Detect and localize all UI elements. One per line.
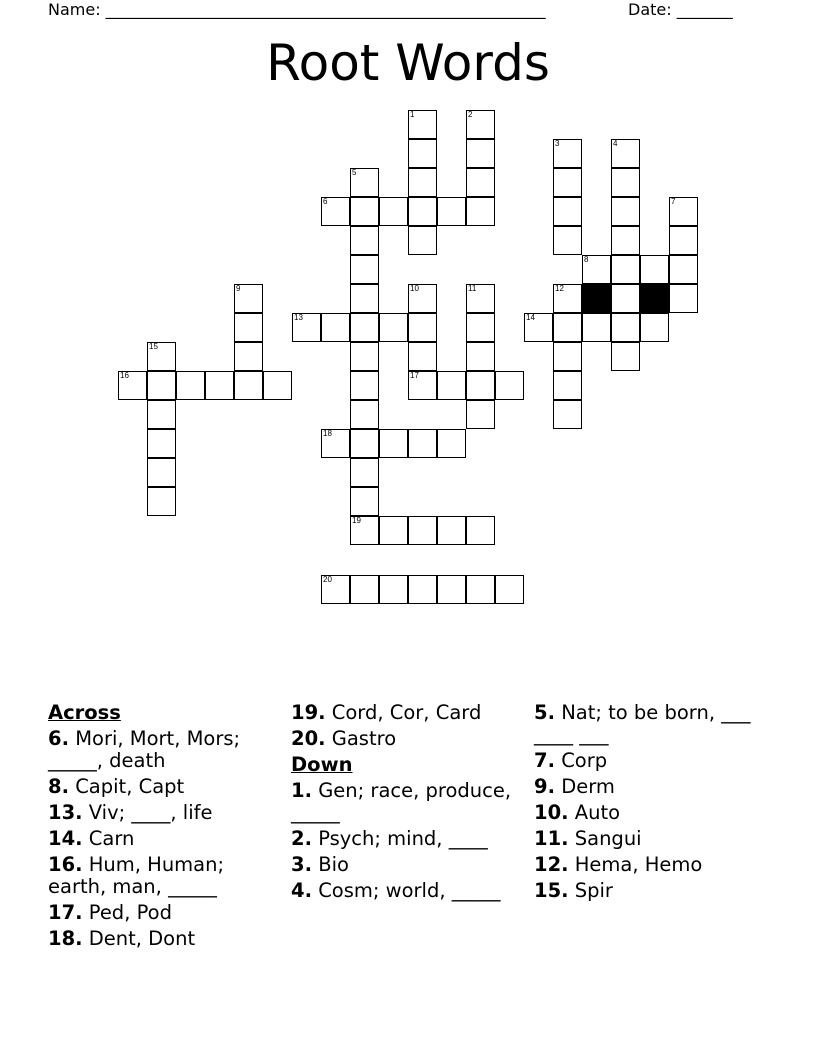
crossword-cell[interactable] [350,487,379,516]
crossword-cell[interactable] [408,110,437,139]
clue-text: Derm [561,775,615,798]
clue-item [291,828,531,850]
crossword-cell[interactable] [350,255,379,284]
cell-number: 14 [526,313,535,322]
crossword-cell[interactable] [408,284,437,313]
crossword-cell[interactable] [147,342,176,371]
crossword-cell[interactable] [611,255,640,284]
crossword-cell[interactable] [553,400,582,429]
crossword-cell[interactable] [669,226,698,255]
clue-number: 11. [534,827,569,850]
crossword-cell[interactable] [379,429,408,458]
crossword-cell[interactable] [553,197,582,226]
crossword-cell[interactable] [437,575,466,604]
clue-number: 14. [48,827,83,850]
cell-number: 20 [323,575,332,584]
clue-item [291,702,531,724]
crossword-cell[interactable] [582,255,611,284]
clue-item [534,776,774,798]
crossword-cell[interactable] [147,458,176,487]
clue-number: 20. [291,727,326,750]
crossword-cell[interactable] [553,284,582,313]
date-field-label: Date: _______ [628,0,733,19]
crossword-cell[interactable] [466,342,495,371]
crossword-cell[interactable] [553,342,582,371]
cell-number: 10 [410,284,419,293]
crossword-cell[interactable] [466,139,495,168]
clue-number: 1. [291,779,312,802]
crossword-cell[interactable] [466,284,495,313]
crossword-cell[interactable] [408,226,437,255]
cell-number: 5 [352,168,357,177]
crossword-cell[interactable] [495,575,524,604]
clue-text: Sangui [574,827,642,850]
cell-number: 18 [323,429,332,438]
clue-item [48,928,288,950]
clue-text: Cosm; world, _____ [318,879,501,902]
clue-number: 18. [48,927,83,950]
clue-item [291,854,531,876]
clue-text: Hum, Human; earth, man, _____ [48,853,225,898]
crossword-cell[interactable] [350,429,379,458]
crossword-cell[interactable] [350,313,379,342]
crossword-cell[interactable] [437,197,466,226]
crossword-cell[interactable] [466,371,495,400]
crossword-cell[interactable] [466,110,495,139]
crossword-cell[interactable] [466,575,495,604]
cell-number: 1 [410,110,415,119]
crossword-cell[interactable] [379,575,408,604]
clue-text: Gastro [331,727,397,750]
clue-number: 10. [534,801,569,824]
crossword-cell[interactable] [379,313,408,342]
crossword-cell[interactable] [321,313,350,342]
crossword-cell[interactable] [350,168,379,197]
clue-number: 4. [291,879,312,902]
clue-number: 6. [48,727,69,750]
crossword-cell[interactable] [118,371,147,400]
clue-number: 12. [534,853,569,876]
cell-number: 4 [613,139,618,148]
clue-number: 3. [291,853,312,876]
clue-number: 16. [48,853,83,876]
crossword-cell[interactable] [408,342,437,371]
crossword-cell[interactable] [292,313,321,342]
clue-number: 15. [534,879,569,902]
crossword-cell[interactable] [611,284,640,313]
cell-number: 12 [555,284,564,293]
clue-text: Capit, Capt [75,775,185,798]
clue-number: 7. [534,749,555,772]
clue-text: Corp [561,749,608,772]
cell-number: 16 [120,371,129,380]
crossword-cell[interactable] [466,516,495,545]
clue-item [48,828,288,850]
clue-item [534,802,774,824]
crossword-cell[interactable] [437,429,466,458]
clue-number: 17. [48,901,83,924]
clue-item [48,802,288,824]
crossword-cell[interactable] [350,342,379,371]
crossword-cell[interactable] [408,197,437,226]
crossword-black-cell [640,284,669,313]
crossword-cell[interactable] [611,226,640,255]
cell-number: 9 [236,284,241,293]
clue-text: Carn [88,827,135,850]
crossword-cell[interactable] [553,168,582,197]
crossword-cell[interactable] [350,516,379,545]
across-clue-list [48,728,288,950]
clue-item [534,854,774,876]
crossword-cell[interactable] [669,197,698,226]
crossword-cell[interactable] [640,313,669,342]
crossword-cell[interactable] [350,284,379,313]
crossword-cell[interactable] [350,226,379,255]
crossword-cell[interactable] [234,342,263,371]
crossword-cell[interactable] [408,313,437,342]
clue-item [48,728,288,772]
crossword-cell[interactable] [611,139,640,168]
across-heading: Across [48,701,121,724]
crossword-cell[interactable] [437,516,466,545]
crossword-cell[interactable] [379,197,408,226]
crossword-cell[interactable] [408,139,437,168]
crossword-cell[interactable] [582,313,611,342]
crossword-cell[interactable] [611,197,640,226]
clue-text: Ped, Pod [88,901,172,924]
clue-number: 13. [48,801,83,824]
crossword-cell[interactable] [553,139,582,168]
clue-number: 9. [534,775,555,798]
cell-number: 8 [584,255,589,264]
clue-item [534,702,774,746]
across-clue-list-continued [291,702,531,750]
crossword-cell[interactable] [611,342,640,371]
crossword-cell[interactable] [466,313,495,342]
cell-number: 19 [352,516,361,525]
crossword-cell[interactable] [524,313,553,342]
crossword-cell[interactable] [234,313,263,342]
clue-text: Spir [574,879,613,902]
crossword-cell[interactable] [147,400,176,429]
cell-number: 3 [555,139,560,148]
clue-number: 2. [291,827,312,850]
crossword-cell[interactable] [379,516,408,545]
cell-number: 2 [468,110,473,119]
crossword-cell[interactable] [147,429,176,458]
down-clue-list-continued [534,702,774,902]
crossword-cell[interactable] [147,371,176,400]
clue-item [534,750,774,772]
clue-text: Hema, Hemo [574,853,703,876]
crossword-cell[interactable] [408,516,437,545]
down-heading: Down [291,753,353,776]
crossword-cell[interactable] [437,371,466,400]
crossword-cell[interactable] [553,226,582,255]
down-clue-list [291,780,531,902]
crossword-cell[interactable] [669,255,698,284]
crossword-cell[interactable] [466,400,495,429]
clue-item [48,854,288,898]
crossword-cell[interactable] [495,371,524,400]
clue-item [291,880,531,902]
clue-item [534,828,774,850]
clue-text: Auto [574,801,621,824]
clues-column-2 [291,702,531,906]
clue-text: Mori, Mort, Mors; _____, death [48,727,241,772]
crossword-cell[interactable] [263,371,292,400]
cell-number: 6 [323,197,328,206]
clue-text: Nat; to be born, ___ ____ ___ [534,701,751,746]
clue-text: Bio [318,853,349,876]
crossword-cell[interactable] [350,400,379,429]
name-field-label: Name: _______________________________________________________ [48,0,546,19]
cell-number: 15 [149,342,158,351]
crossword-cell[interactable] [611,313,640,342]
clue-item [48,776,288,798]
crossword-cell[interactable] [350,197,379,226]
crossword-cell[interactable] [234,371,263,400]
crossword-cell[interactable] [176,371,205,400]
page-title: Root Words [266,34,550,92]
crossword-cell[interactable] [205,371,234,400]
clue-number: 19. [291,701,326,724]
crossword-cell[interactable] [408,371,437,400]
crossword-cell[interactable] [350,458,379,487]
clue-text: Viv; ____, life [88,801,213,824]
clue-item [534,880,774,902]
crossword-cell[interactable] [611,168,640,197]
cell-number: 11 [468,284,477,293]
cell-number: 17 [410,371,419,380]
crossword-cell[interactable] [147,487,176,516]
crossword-cell[interactable] [553,371,582,400]
crossword-black-cell [582,284,611,313]
crossword-cell[interactable] [408,429,437,458]
crossword-cell[interactable] [350,575,379,604]
crossword-cell[interactable] [321,429,350,458]
clue-number: 8. [48,775,69,798]
crossword-cell[interactable] [553,313,582,342]
clues-column-3 [534,702,774,906]
crossword-cell[interactable] [466,168,495,197]
clue-text: Psych; mind, ____ [318,827,488,850]
crossword-cell[interactable] [321,197,350,226]
clue-item [291,780,531,824]
crossword-cell[interactable] [640,255,669,284]
crossword-cell[interactable] [321,575,350,604]
cell-number: 13 [294,313,303,322]
clue-text: Gen; race, produce, _____ [291,779,512,824]
crossword-cell[interactable] [408,575,437,604]
crossword-cell[interactable] [408,168,437,197]
clue-item [48,902,288,924]
cell-number: 7 [671,197,676,206]
clue-text: Dent, Dont [88,927,196,950]
clue-item [291,728,531,750]
crossword-cell[interactable] [234,284,263,313]
clue-number: 5. [534,701,555,724]
crossword-cell[interactable] [350,371,379,400]
clues-column-1 [48,702,288,954]
clue-text: Cord, Cor, Card [331,701,482,724]
crossword-cell[interactable] [669,284,698,313]
crossword-cell[interactable] [466,197,495,226]
